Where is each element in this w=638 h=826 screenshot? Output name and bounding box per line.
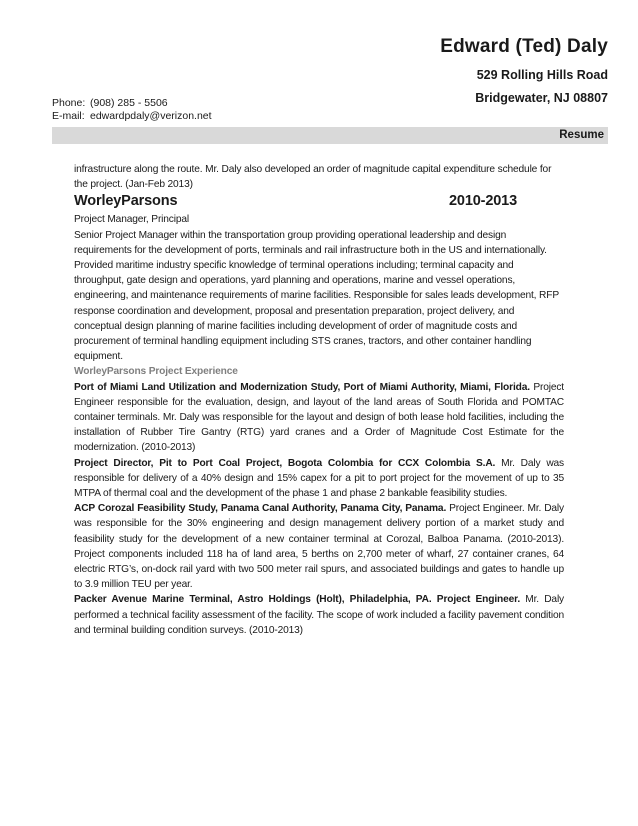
- project-heading: Project Director, Pit to Port Coal Project, Bogota Colombia for CCX Colombia S.A.: [74, 457, 496, 469]
- address-line-1: 529 Rolling Hills Road: [476, 68, 608, 82]
- project-entry: [74, 456, 564, 502]
- email-address: edwardpdaly@verizon.net: [90, 110, 212, 122]
- resume-body: [74, 162, 564, 638]
- project-body: Project Engineer. Mr. Daly was responsible for the 30% engineering and design management delivery portion of a market study and feasibility study for the development of a new container terminal at Corozal, Balboa Panama. (2010-2013). Project components included 118 ha of land area, 5 berths on 2,700 meter of wharf, 27 container cranes, 64 electric RTG’s, on-dock rail yard with two 500 meter rail spurs, and associated buildings and gates to handle up to 3.9 million TEU per year.: [74, 503, 564, 591]
- job-summary: Senior Project Manager within the transportation group providing operational leadership and design requirements for the development of ports, terminals and rail infrastructure both in the US and internationally. Provided maritime industry specific knowledge of terminal operations including; terminal capacity and throughput, gate design and operations, yard planning and operations, marine and vessel operations, engineering, and maintenance requirements of marine facilities. Responsible for sales leads development, RFP response coordination and development, proposal and presentation preparation, project delivery, and conceptual design planning of marine facilities including development of order of magnitude costs and procurement of terminal handling equipment including STS cranes, tractors, and other container handling equipment.: [74, 229, 559, 363]
- project-heading: ACP Corozal Feasibility Study, Panama Canal Authority, Panama City, Panama.: [74, 503, 447, 515]
- project-heading: Packer Avenue Marine Terminal, Astro Holdings (Holt), Philadelphia, PA. Project Engineer.: [74, 594, 521, 606]
- phone-row: [52, 97, 212, 110]
- project-heading: Port of Miami Land Utilization and Modernization Study, Port of Miami Authority, Miami, Florida.: [74, 381, 530, 393]
- project-body: Mr. Daly performed a technical facility assessment of the facility. The scope of work included a facility pavement condition and terminal building condition surveys. (2010-2013): [74, 594, 564, 636]
- document-label: Resume: [559, 129, 604, 141]
- project-entry: [74, 380, 564, 456]
- contact-block: [52, 97, 212, 123]
- email-label: E-mail:: [52, 110, 85, 122]
- project-body: Project Engineer responsible for the evaluation, design, and layout of the land areas of South Florida and POMTAC container terminals. Mr. Daly was responsible for the layout and design of both lease hold facilities, including the installation of Rubber Tire Gantry (RTG) yard cranes and a Order of Magnitude Cost Estimate for the modernization. (2010-2013): [74, 381, 564, 454]
- project-entry: [74, 592, 564, 638]
- job-header: [74, 192, 517, 210]
- phone-number: (908) 285 - 5506: [90, 97, 168, 109]
- phone-label: Phone:: [52, 97, 86, 109]
- header-band: [52, 127, 608, 144]
- company-name: WorleyParsons: [74, 193, 178, 210]
- continued-paragraph: infrastructure along the route. Mr. Daly also developed an order of magnitude capital expenditure schedule for the project. (Jan-Feb 2013): [74, 164, 552, 191]
- candidate-name: Edward (Ted) Daly: [440, 36, 608, 57]
- experience-section-title: WorleyParsons Project Experience: [74, 366, 238, 378]
- project-entry: [74, 501, 564, 592]
- address-line-2: Bridgewater, NJ 08807: [475, 91, 608, 105]
- project-body: Mr. Daly was responsible for delivery of a 40% design and 15% capex for a pit to port project for the movement of up to 35 MTPA of thermal coal and the development of the phase 1 and phase 2 bankable feasibility studies.: [74, 457, 564, 500]
- email-row: [52, 110, 212, 123]
- job-title: Project Manager, Principal: [74, 214, 190, 226]
- job-dates: 2010-2013: [449, 193, 517, 210]
